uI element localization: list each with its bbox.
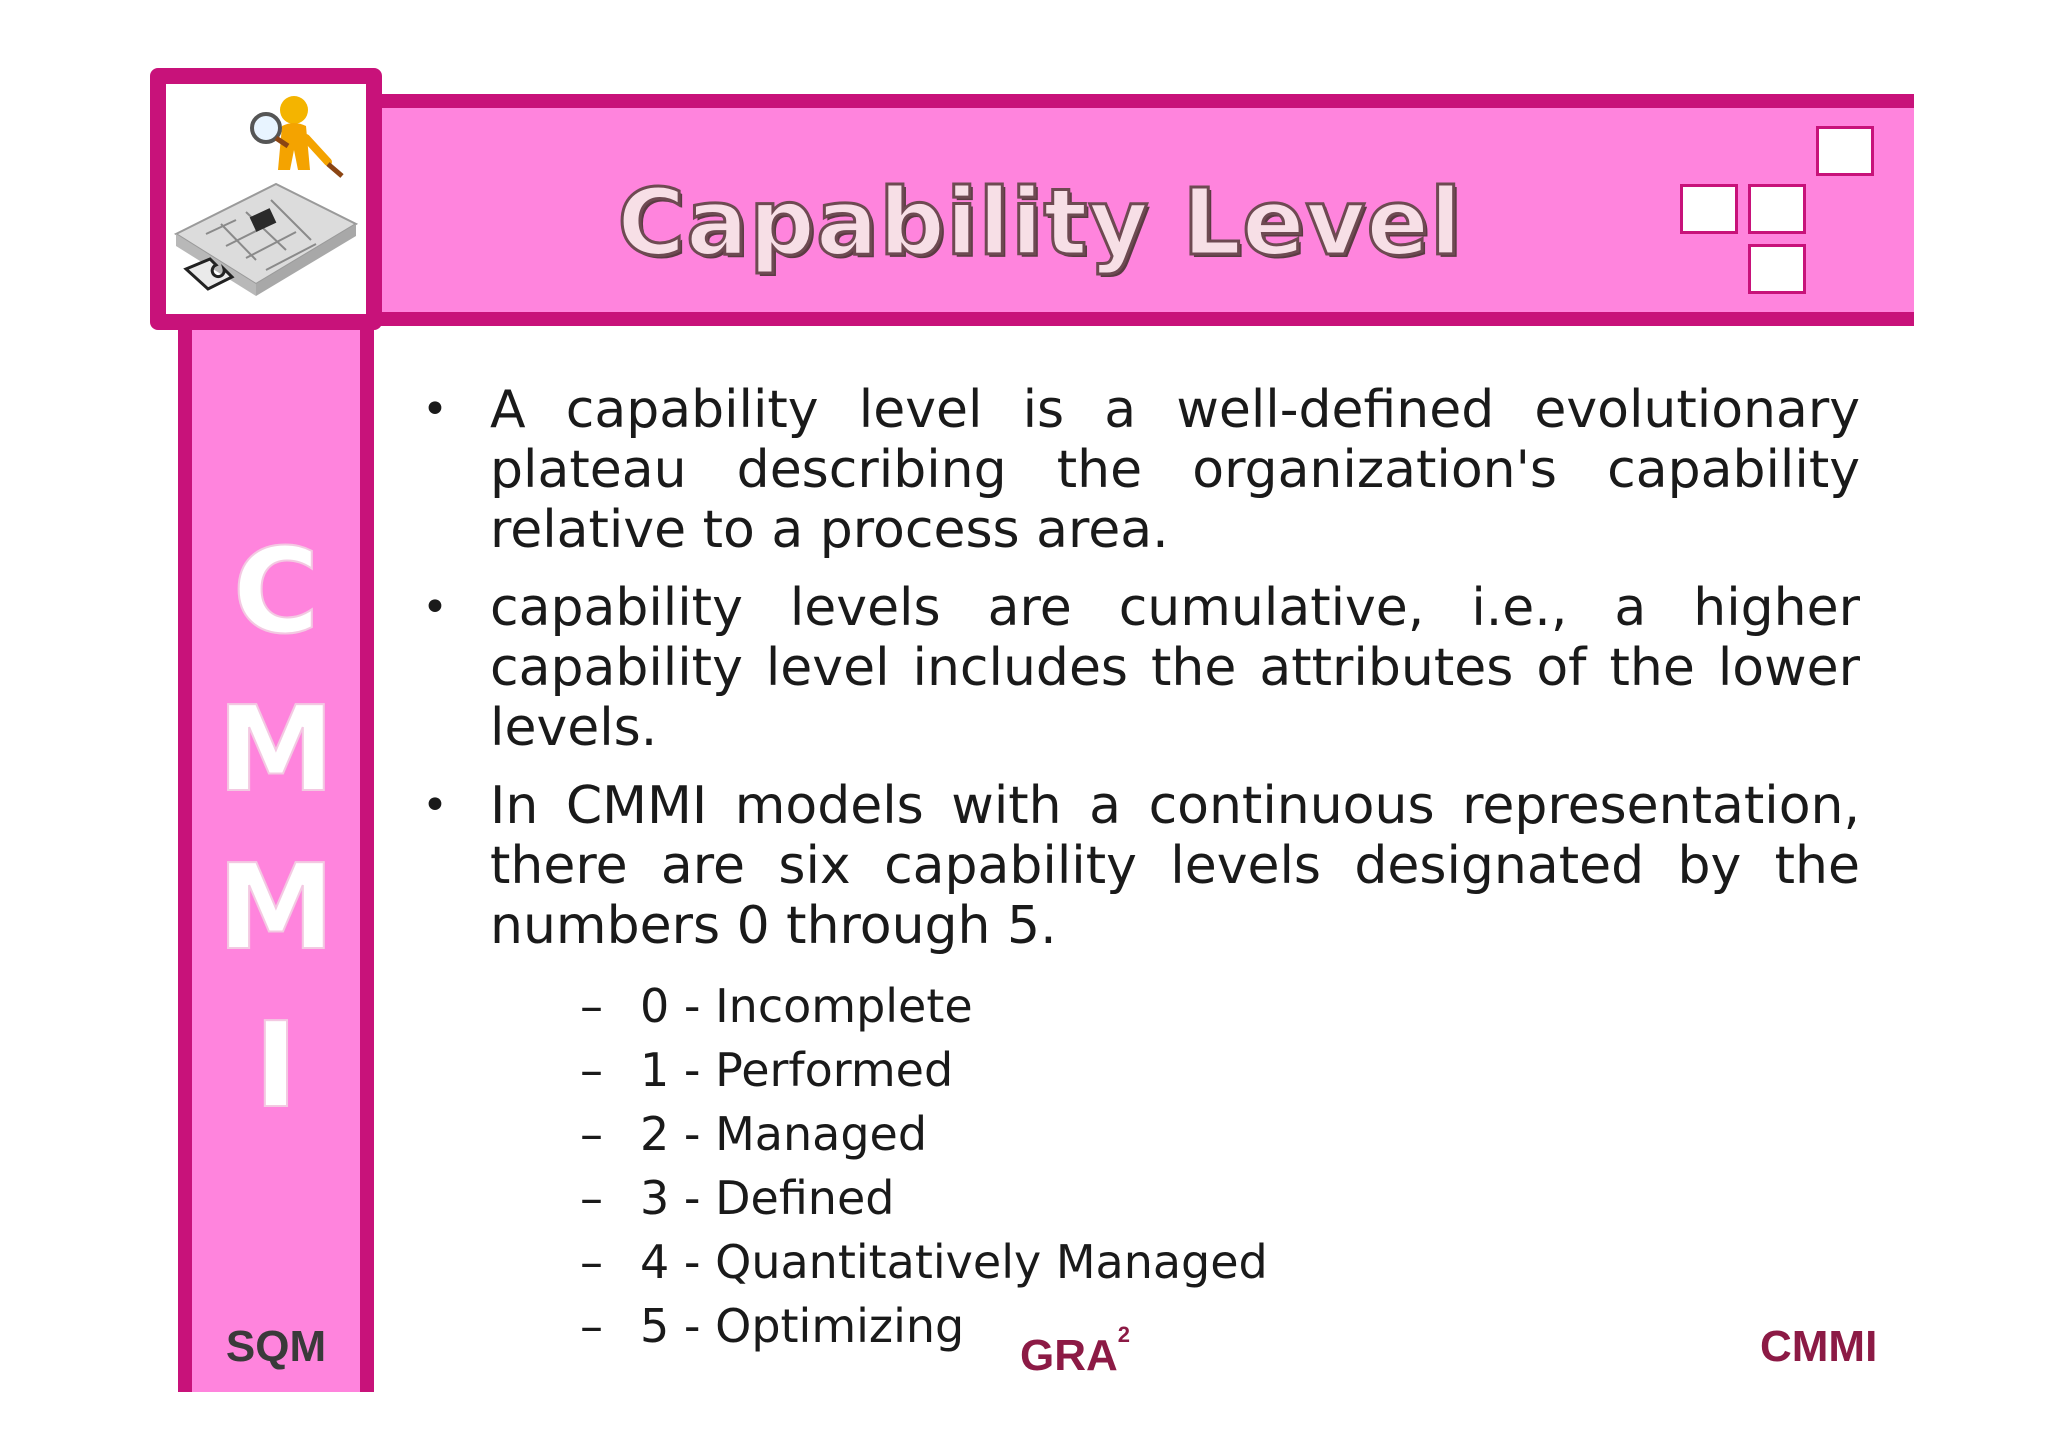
bullet-item	[420, 380, 1860, 560]
level-text: 0 - Incomplete	[640, 979, 973, 1033]
deco-square-3	[1748, 184, 1806, 234]
bullet-dot-icon: •	[422, 582, 448, 633]
side-letter-m1: M	[217, 680, 335, 818]
list-item	[580, 1038, 1860, 1102]
slide-content	[420, 380, 1860, 1376]
deco-square-2	[1680, 184, 1738, 234]
bullet-text: In CMMI models with a continuous representation, there are six capability levels designated by the numbers 0 through 5.	[490, 776, 1860, 956]
dash-icon: –	[580, 1107, 603, 1161]
footer-right-label: CMMI	[1760, 1322, 1878, 1371]
side-letter-c: C	[232, 522, 320, 660]
footer-center-label	[1020, 1322, 1130, 1381]
level-text: 4 - Quantitatively Managed	[640, 1235, 1268, 1289]
level-text: 3 - Defined	[640, 1171, 895, 1225]
side-letter-m2: M	[217, 838, 335, 976]
bullet-item	[420, 578, 1860, 758]
dash-icon: –	[580, 1299, 603, 1353]
bullet-text: A capability level is a well-defined evolutionary plateau describing the organization's capability relative to a process area.	[490, 380, 1860, 560]
bullet-item	[420, 776, 1860, 1358]
side-letter-i: I	[254, 996, 298, 1134]
puzzle-magnifier-icon	[166, 84, 366, 314]
list-item	[580, 1294, 1860, 1358]
dash-icon: –	[580, 1235, 603, 1289]
level-text: 1 - Performed	[640, 1043, 954, 1097]
level-text: 5 - Optimizing	[640, 1299, 965, 1353]
dash-icon: –	[580, 979, 603, 1033]
bullet-dot-icon: •	[422, 780, 448, 831]
level-text: 2 - Managed	[640, 1107, 928, 1161]
footer-center-superscript: 2	[1117, 1322, 1131, 1347]
deco-square-1	[1816, 126, 1874, 176]
footer-left-label: SQM	[225, 1322, 327, 1371]
bullet-text: capability levels are cumulative, i.e., a higher capability level includes the attributes of the lower levels.	[490, 578, 1860, 758]
deco-square-4	[1748, 244, 1806, 294]
logo-panel	[166, 84, 366, 314]
footer-center-text: GRA	[1020, 1331, 1118, 1380]
list-item	[580, 1102, 1860, 1166]
bullet-dot-icon: •	[422, 384, 448, 435]
list-item	[580, 1166, 1860, 1230]
dash-icon: –	[580, 1171, 603, 1225]
dash-icon: –	[580, 1043, 603, 1097]
capability-levels-list	[580, 974, 1860, 1358]
list-item	[580, 1230, 1860, 1294]
slide-title: Capability Level	[617, 169, 1463, 276]
list-item	[580, 974, 1860, 1038]
